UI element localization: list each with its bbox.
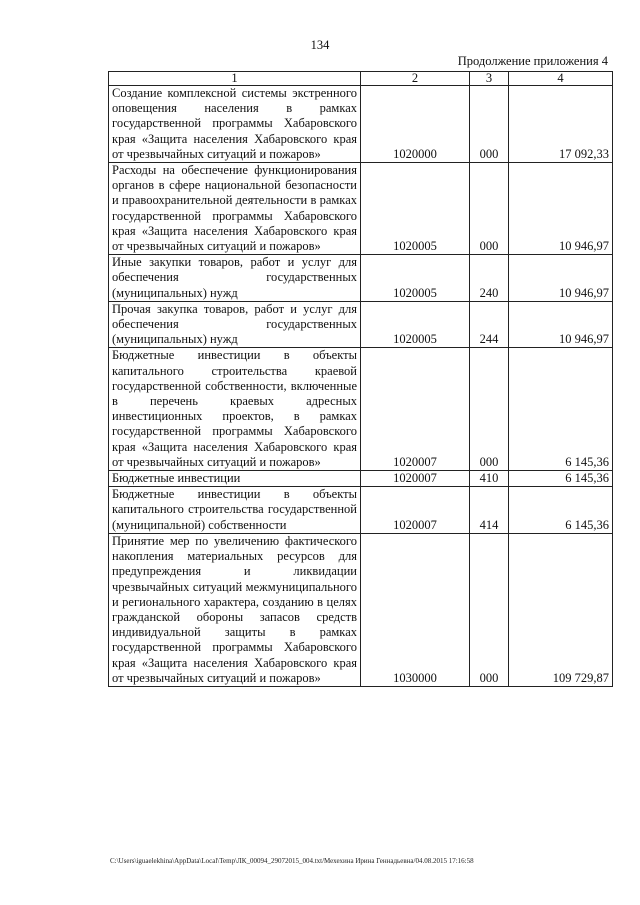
row-code: 1020005 [361,163,470,255]
row-description: Бюджетные инвестиции [109,471,361,487]
table-row [109,301,613,348]
row-description: Расходы на обеспечение функционирования органов в сфере национальной безопасности и правоохранительной деятельности в рамках государственной программы Хабаровского края «Защита населения Хабаровского края от чрезвычайных ситуаций и пожаров» [109,163,361,255]
table-header-row [109,72,613,86]
column-header: 2 [361,72,470,86]
row-description: Создание комплексной системы экстренного оповещения населения в рамках государственной программы Хабаровского края «Защита населения Хабаровского края от чрезвычайных ситуаций и пожаров» [109,86,361,163]
table-row [109,487,613,534]
row-sum: 10 946,97 [509,163,613,255]
page-number: 134 [310,38,330,52]
row-sum: 6 145,36 [509,471,613,487]
row-description: Иные закупки товаров, работ и услуг для обеспечения государственных (муниципальных) нужд [109,255,361,302]
row-sum: 10 946,97 [509,301,613,348]
table-row [109,533,613,686]
table-row [109,348,613,471]
row-expense-type: 244 [470,301,509,348]
table-row [109,255,613,302]
file-path-footer: C:\Users\iguaelekhina\AppData\Local\Temp\ЛК_00094_29072015_004.txt/Мехехина Ирина Геннадьевна/04.08.2015 17:16:58 [110,857,474,865]
row-expense-type: 000 [470,348,509,471]
row-description: Бюджетные инвестиции в объекты капитального строительства краевой государственной собственности, включенные в перечень краевых адресных инвестиционных проектов, в рамках государственной программы Хабаровского края «Защита населения Хабаровского края от чрезвычайных ситуаций и пожаров» [109,348,361,471]
row-expense-type: 000 [470,86,509,163]
row-description: Принятие мер по увеличению фактического накопления материальных ресурсов для предупреждения и ликвидации чрезвычайных ситуаций межмуниципального и регионального характера, созданию в целях гражданской обороны запасов средств индивидуальной защиты в рамках государственной программы Хабаровского края «Защита населения Хабаровского края от чрезвычайных ситуаций и пожаров» [109,533,361,686]
column-header: 4 [509,72,613,86]
row-sum: 17 092,33 [509,86,613,163]
row-code: 1020005 [361,301,470,348]
row-expense-type: 410 [470,471,509,487]
table-row [109,471,613,487]
budget-table [108,71,613,687]
continuation-label: Продолжение приложения 4 [457,54,608,68]
column-header: 3 [470,72,509,86]
row-expense-type: 000 [470,533,509,686]
row-expense-type: 414 [470,487,509,534]
row-code: 1020005 [361,255,470,302]
row-code: 1020007 [361,471,470,487]
row-code: 1020007 [361,487,470,534]
row-sum: 10 946,97 [509,255,613,302]
row-code: 1030000 [361,533,470,686]
row-sum: 109 729,87 [509,533,613,686]
row-description: Прочая закупка товаров, работ и услуг для обеспечения государственных (муниципальных) нужд [109,301,361,348]
row-code: 1020000 [361,86,470,163]
column-header: 1 [109,72,361,86]
row-description: Бюджетные инвестиции в объекты капитального строительства государственной (муниципальной) собственности [109,487,361,534]
table-row [109,163,613,255]
row-expense-type: 240 [470,255,509,302]
table-row [109,86,613,163]
row-code: 1020007 [361,348,470,471]
row-sum: 6 145,36 [509,348,613,471]
row-sum: 6 145,36 [509,487,613,534]
row-expense-type: 000 [470,163,509,255]
